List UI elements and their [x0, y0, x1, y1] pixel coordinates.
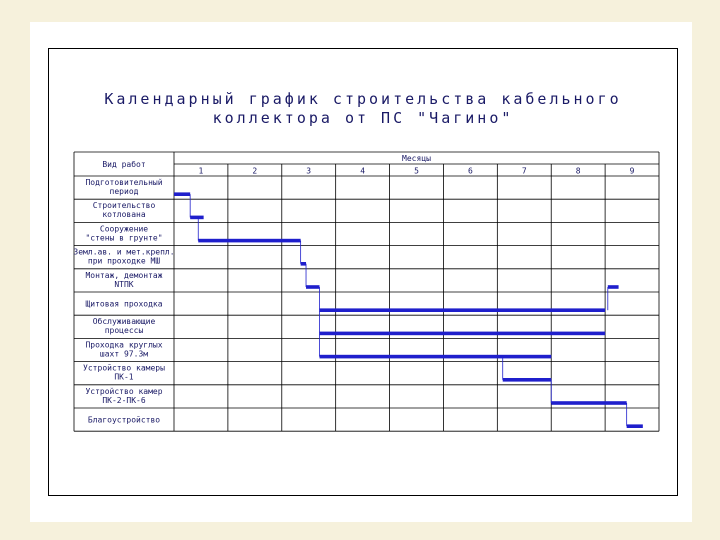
chart-title-line-2: коллектора от ПС "Чагино" [212, 109, 514, 127]
task-bar [503, 378, 552, 382]
task-label-line-2: ПК-2-ПК-6 [102, 395, 146, 405]
task-bar [198, 239, 300, 243]
task-label-line-1: Устройство камеры [83, 363, 165, 373]
month-label-9: 9 [629, 166, 635, 176]
task-label-line-2: период [109, 187, 139, 196]
task-label-line-1: Сооружение [99, 224, 149, 234]
task-label: Благоустройство [87, 415, 161, 425]
chart-title-line-1: Календарный график строительства кабельного [104, 90, 622, 108]
task-bar-extra [608, 285, 619, 289]
month-label-1: 1 [198, 166, 204, 176]
task-label-line-2: "стены в грунте" [85, 233, 163, 243]
task-label-line-1: Земл.ав. и мет.крепл. [73, 247, 175, 257]
task-label-line-2: шахт 97.3м [99, 349, 149, 359]
task-label-line-2: при проходке МШ [87, 256, 161, 266]
task-bar [306, 285, 319, 289]
months-header: Месяцы [402, 154, 431, 163]
task-bar [627, 424, 643, 428]
task-label-line-1: Монтаж, демонтаж [85, 270, 163, 280]
work-type-header: Вид работ [102, 160, 146, 169]
task-label-line-1: Строительство [92, 201, 156, 211]
task-label-line-1: Обслуживающие [92, 317, 156, 327]
task-bar [551, 401, 626, 405]
month-label-4: 4 [360, 166, 366, 176]
task-bar [320, 308, 606, 312]
task-bar [190, 216, 203, 220]
task-bar [174, 192, 190, 196]
task-bar [320, 355, 552, 359]
task-label-line-2: котлована [102, 210, 146, 220]
month-label-6: 6 [467, 166, 473, 176]
task-label-line-2: NTПК [114, 279, 134, 289]
month-label-5: 5 [414, 166, 419, 176]
month-label-8: 8 [575, 166, 581, 176]
task-label-line-1: Подготовительный [85, 178, 163, 187]
month-label-3: 3 [306, 166, 312, 176]
task-label-line-2: процессы [104, 326, 144, 336]
task-label-line-1: Устройство камер [85, 386, 163, 396]
task-label: Щитовая проходка [85, 299, 163, 309]
task-bar [301, 262, 306, 266]
month-label-2: 2 [252, 166, 258, 176]
task-bar [320, 332, 606, 336]
task-label-line-2: ПК-1 [114, 372, 134, 382]
task-label-line-1: Проходка круглых [85, 340, 163, 350]
month-label-7: 7 [521, 166, 527, 176]
